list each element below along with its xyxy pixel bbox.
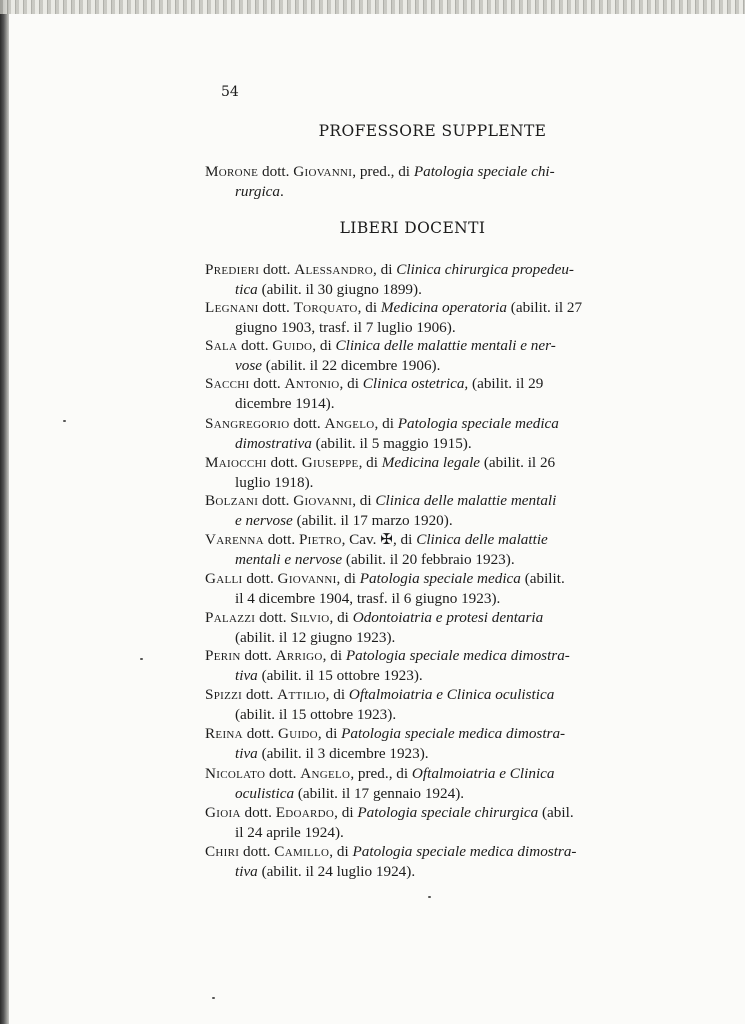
- subject: Clinica delle malattie mentali e ner-: [335, 337, 556, 354]
- connector: , Cav. ✠, di: [341, 531, 417, 548]
- surname: Perin: [205, 647, 241, 664]
- connector: , di: [334, 804, 358, 821]
- connector: , pred., di: [350, 765, 412, 782]
- subject-cont: tiva: [235, 744, 258, 762]
- entry-sala: [205, 336, 637, 375]
- subject: Patologia speciale chirurgica: [357, 804, 539, 821]
- subject-cont: e nervose: [235, 511, 293, 529]
- abilitation: (abilit. il 15 ottobre 1923).: [257, 666, 423, 684]
- given-name: Attilio: [277, 686, 326, 703]
- title: dott.: [289, 415, 325, 432]
- subject: Odontoiatria e protesi dentaria: [352, 609, 544, 626]
- subject: Patologia speciale medica: [397, 415, 559, 432]
- subject-cont: rurgica: [235, 182, 280, 200]
- scan-speck: [140, 658, 143, 660]
- entry-reina: [205, 724, 637, 763]
- surname: Sala: [205, 337, 238, 354]
- subject-cont: mentali e nervose: [235, 550, 343, 568]
- title: dott.: [249, 375, 285, 392]
- given-name: Giovanni: [277, 570, 337, 587]
- abilitation: (abil.: [538, 804, 574, 821]
- connector: , di: [329, 843, 353, 860]
- subject-cont: dimostrativa: [235, 434, 312, 452]
- subject: Patologia speciale medica dimostra-: [352, 843, 577, 860]
- entry-spizzi: [205, 685, 637, 724]
- title: dott.: [242, 570, 278, 587]
- section-heading-liberi-docenti: LIBERI DOCENTI: [339, 219, 486, 237]
- subject: Medicina operatoria: [380, 299, 507, 316]
- subject: Clinica delle malattie mentali: [375, 492, 557, 509]
- abilitation: dicembre 1914).: [235, 394, 335, 412]
- given-name: Silvio: [290, 609, 330, 626]
- scan-speck: [63, 420, 66, 422]
- punct: .: [280, 182, 284, 200]
- given-name: Arrigo: [275, 647, 323, 664]
- entry-predieri: [205, 260, 637, 299]
- subject: Patologia speciale medica dimostra-: [345, 647, 570, 664]
- entry-chiri: [205, 842, 637, 881]
- abilitation: (abilit. il 5 maggio 1915).: [311, 434, 472, 452]
- entry-sacchi: [205, 374, 637, 413]
- subject: Clinica chirurgica propedeu-: [396, 261, 574, 278]
- connector: , di: [373, 261, 397, 278]
- surname: Spizzi: [205, 686, 243, 703]
- abilitation: (abilit. il 3 dicembre 1923).: [257, 744, 429, 762]
- abilitation: (abilit.: [520, 570, 565, 587]
- surname: Nicolato: [205, 765, 266, 782]
- title: dott.: [240, 647, 276, 664]
- subject-cont: tiva: [235, 862, 258, 880]
- title: dott.: [242, 725, 278, 742]
- abilitation: (abilit. il 17 gennaio 1924).: [294, 784, 465, 802]
- page-number: 54: [221, 84, 239, 100]
- abilitation: il 24 aprile 1924).: [235, 823, 344, 841]
- connector: , di: [352, 492, 376, 509]
- abilitation: (abilit. il 27: [506, 299, 583, 316]
- scan-speck: [212, 997, 215, 999]
- connector: , di: [322, 647, 346, 664]
- title: dott.: [258, 492, 294, 509]
- given-name: Torquato: [293, 299, 358, 316]
- surname: Legnani: [205, 299, 259, 316]
- section-heading-professore-supplente: PROFESSORE SUPPLENTE: [318, 122, 547, 140]
- entry-varenna: [205, 530, 637, 569]
- entry-perin: [205, 646, 637, 685]
- subject-cont: tica: [235, 280, 258, 298]
- connector: , di: [357, 299, 381, 316]
- subject-cont: vose: [235, 356, 262, 374]
- entry-nicolato: [205, 764, 637, 803]
- abilitation: (abilit. il 30 giugno 1899).: [257, 280, 422, 298]
- role: , pred., di: [352, 163, 414, 180]
- subject-cont: oculistica: [235, 784, 295, 802]
- surname: Bolzani: [205, 492, 259, 509]
- title: dott.: [237, 337, 273, 354]
- abilitation: (abilit. il 29: [468, 375, 544, 392]
- given-name: Angelo: [300, 765, 351, 782]
- subject: Patologia speciale medica: [359, 570, 521, 587]
- surname: Galli: [205, 570, 243, 587]
- page-binding-edge: [0, 0, 9, 1024]
- entry-palazzi: [205, 608, 637, 647]
- title: dott.: [265, 765, 301, 782]
- given-name: Giovanni: [293, 492, 353, 509]
- surname: Reina: [205, 725, 243, 742]
- title: dott.: [255, 609, 291, 626]
- scan-speck: [428, 896, 431, 898]
- connector: , di: [358, 454, 382, 471]
- abilitation: luglio 1918).: [235, 473, 314, 491]
- connector: , di: [374, 415, 398, 432]
- entry-legnani: [205, 298, 637, 337]
- subject-cont: tiva: [235, 666, 258, 684]
- subject: Oftalmoiatria e Clinica: [411, 765, 555, 782]
- title: dott.: [263, 531, 299, 548]
- surname: Maiocchi: [205, 454, 267, 471]
- title: dott.: [266, 454, 302, 471]
- subject: Patologia speciale medica dimostra-: [341, 725, 566, 742]
- given-name: Alessandro: [294, 261, 374, 278]
- abilitation: (abilit. il 22 dicembre 1906).: [262, 356, 441, 374]
- abilitation: (abilit. il 15 ottobre 1923).: [235, 705, 397, 723]
- entry-galli: [205, 569, 637, 608]
- surname: Sacchi: [205, 375, 250, 392]
- given-name: Guido: [277, 725, 318, 742]
- given-name: Giovanni: [293, 163, 353, 180]
- surname: Gioia: [205, 804, 241, 821]
- subject: Patologia speciale chi-: [413, 163, 555, 180]
- abilitation: (abilit. il 26: [480, 454, 556, 471]
- title: dott.: [259, 261, 295, 278]
- connector: , di: [336, 570, 360, 587]
- surname: Chiri: [205, 843, 240, 860]
- given-name: Antonio: [284, 375, 340, 392]
- abilitation: (abilit. il 12 giugno 1923).: [235, 628, 396, 646]
- surname: Palazzi: [205, 609, 256, 626]
- title: dott.: [240, 804, 276, 821]
- subject: Medicina legale: [381, 454, 481, 471]
- surname: Morone: [205, 163, 259, 180]
- given-name: Angelo: [324, 415, 375, 432]
- connector: , di: [329, 609, 353, 626]
- title: dott.: [262, 163, 290, 180]
- given-name: Pietro: [298, 531, 342, 548]
- surname: Sangregorio: [205, 415, 290, 432]
- entry-gioia: [205, 803, 637, 842]
- subject: Oftalmoiatria e Clinica oculistica: [348, 686, 555, 703]
- entry-maiocchi: [205, 453, 637, 492]
- abilitation: il 4 dicembre 1904, trasf. il 6 giugno 1923).: [235, 589, 501, 607]
- entry-morone: [205, 162, 637, 201]
- connector: , di: [312, 337, 336, 354]
- given-name: Guido: [272, 337, 313, 354]
- connector: , di: [339, 375, 363, 392]
- given-name: Camillo: [274, 843, 330, 860]
- title: dott.: [258, 299, 294, 316]
- title: dott.: [239, 843, 275, 860]
- connector: , di: [325, 686, 349, 703]
- abilitation: (abilit. il 17 marzo 1920).: [292, 511, 453, 529]
- title: dott.: [242, 686, 278, 703]
- subject: Clinica delle malattie: [416, 531, 548, 548]
- abilitation: (abilit. il 20 febbraio 1923).: [342, 550, 515, 568]
- abilitation: (abilit. il 24 luglio 1924).: [257, 862, 416, 880]
- entry-sangregorio: [205, 414, 637, 453]
- surname: Predieri: [205, 261, 260, 278]
- given-name: Giuseppe: [301, 454, 359, 471]
- entry-bolzani: [205, 491, 637, 530]
- surname: Varenna: [205, 531, 264, 548]
- abilitation: giugno 1903, trasf. il 7 luglio 1906).: [235, 318, 456, 336]
- given-name: Edoardo: [275, 804, 335, 821]
- connector: , di: [317, 725, 342, 742]
- subject: Clinica ostetrica,: [362, 375, 469, 392]
- page-top-edge: [0, 0, 745, 14]
